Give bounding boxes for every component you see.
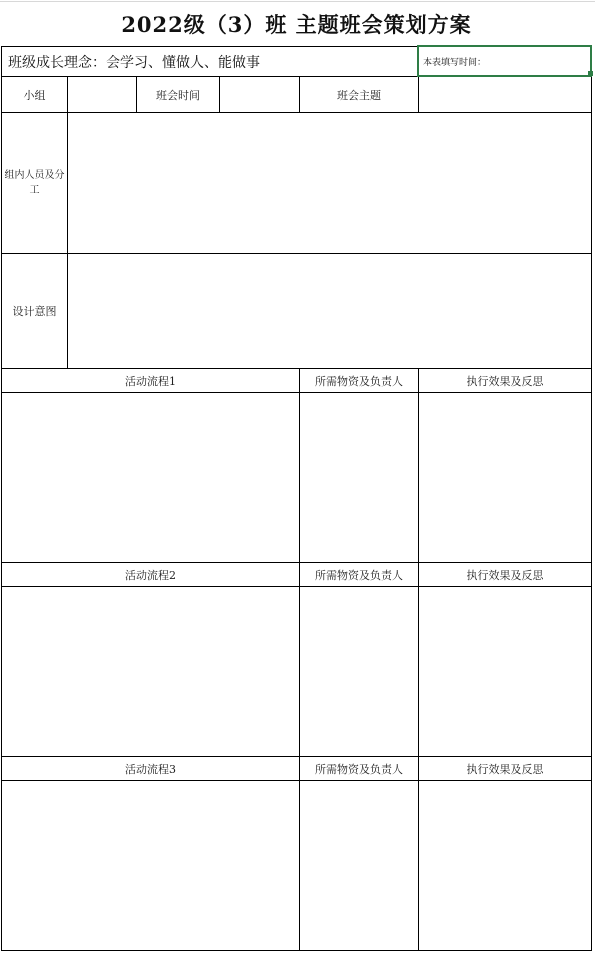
meeting-time-label: 班会时间 xyxy=(136,77,219,113)
materials-1-label: 所需物资及负责人 xyxy=(299,369,418,393)
reflection-2-label: 执行效果及反思 xyxy=(418,563,592,587)
materials-3-label: 所需物资及负责人 xyxy=(299,757,418,781)
materials-1-cell[interactable] xyxy=(299,393,418,563)
activity-flow-1-label: 活动流程1 xyxy=(1,369,299,393)
theme-label: 班会主题 xyxy=(299,77,418,113)
activity-flow-2-label: 活动流程2 xyxy=(1,563,299,587)
reflection-3-cell[interactable] xyxy=(418,781,592,951)
reflection-1-label: 执行效果及反思 xyxy=(418,369,592,393)
group-label: 小组 xyxy=(1,77,67,113)
meeting-time-value-cell[interactable] xyxy=(219,77,299,113)
class-motto: 班级成长理念：会学习、懂做人、能做事 xyxy=(1,46,418,77)
page-title: 2022级（3）班 主题班会策划方案 xyxy=(121,12,472,37)
design-intent-content-cell[interactable] xyxy=(67,254,592,369)
reflection-2-cell[interactable] xyxy=(418,587,592,757)
design-intent-label: 设计意图 xyxy=(1,254,67,369)
members-label: 组内人员及分工 xyxy=(1,113,67,254)
members-content-cell[interactable] xyxy=(67,113,592,254)
reflection-3-label: 执行效果及反思 xyxy=(418,757,592,781)
materials-2-label: 所需物资及负责人 xyxy=(299,563,418,587)
activity-flow-3-cell[interactable] xyxy=(1,781,299,951)
group-value-cell[interactable] xyxy=(67,77,136,113)
activity-flow-3-label: 活动流程3 xyxy=(1,757,299,781)
activity-flow-1-cell[interactable] xyxy=(1,393,299,563)
materials-3-cell[interactable] xyxy=(299,781,418,951)
materials-2-cell[interactable] xyxy=(299,587,418,757)
fill-time-cell[interactable]: 本表填写时间： xyxy=(417,45,592,77)
theme-value-cell[interactable] xyxy=(418,77,592,113)
activity-flow-2-cell[interactable] xyxy=(1,587,299,757)
selection-handle[interactable] xyxy=(588,71,593,76)
reflection-1-cell[interactable] xyxy=(418,393,592,563)
